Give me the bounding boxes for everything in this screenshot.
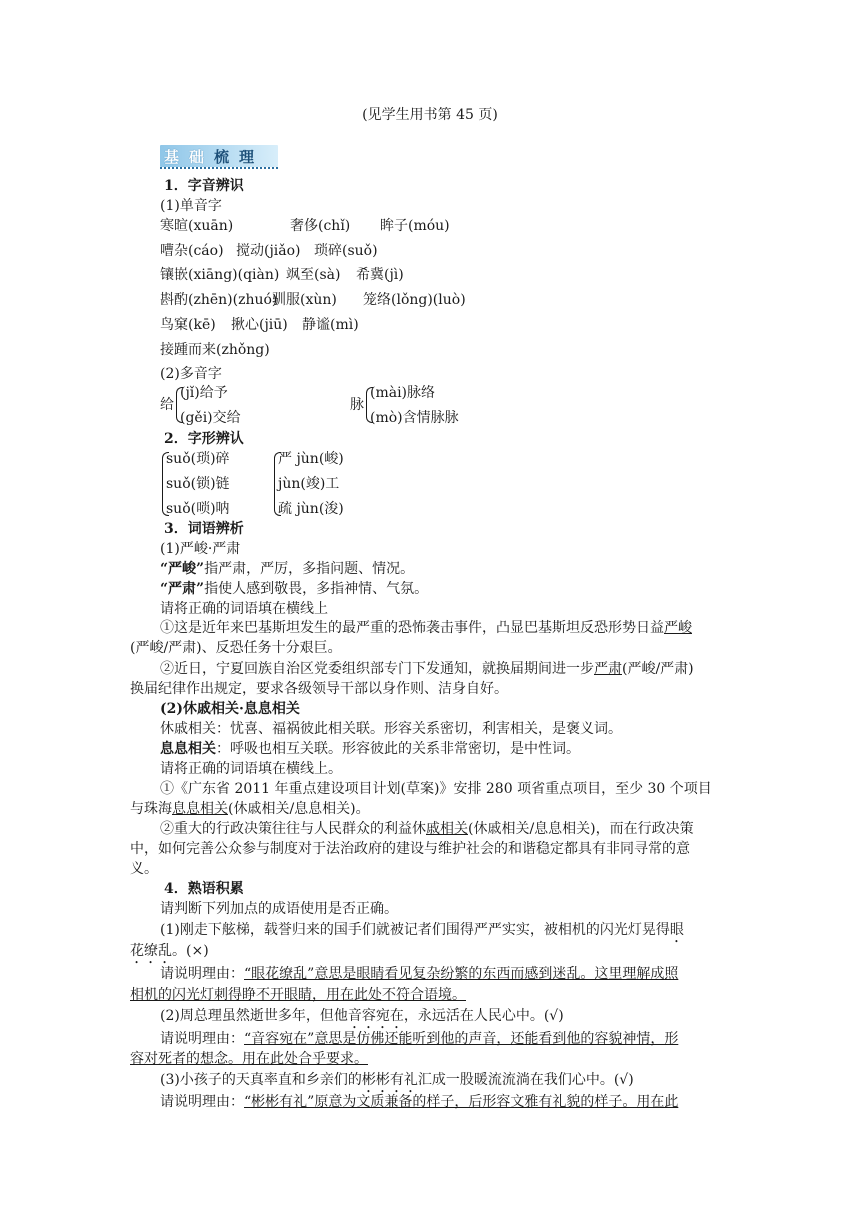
- explanation-text: “眼花缭乱”意思是眼睛看见复杂纷繁的东西而感到迷乱。这里理解成照: [244, 966, 679, 982]
- word-item: 镶嵌(xiāng)(qiàn): [160, 267, 280, 283]
- subsection-heading: (1)单音字: [160, 198, 222, 214]
- answer-blank: 严峻: [664, 620, 692, 636]
- exercise-text: ②近日，宁夏回族自治区党委组织部专门下发通知，就换届期间进一步: [160, 661, 594, 677]
- banner-char: 理: [239, 148, 265, 166]
- exercise-text: (3)小孩子的天真率直和乡亲们的: [160, 1072, 362, 1088]
- exercise-text: (严峻/严肃): [622, 661, 694, 677]
- banner-char: 梳: [214, 148, 240, 166]
- word-item: 接踵而来(zhǒng): [160, 342, 270, 358]
- section-2-title: 2．字形辨认: [164, 431, 244, 447]
- term: “严肃”: [160, 581, 205, 597]
- verdict: 。(×): [172, 943, 209, 959]
- glyph-item: suǒ(唢)呐: [166, 501, 230, 517]
- term: 休戚相关: [160, 721, 216, 737]
- exercise-line: 换届纪律作出规定，要求各级领导干部以身作则、洁身自好。: [130, 681, 508, 697]
- dotted-idiom: 彬彬有礼: [361, 1072, 418, 1088]
- answer-blank: 严肃: [594, 661, 622, 677]
- polyphone-reading: (jǐ)给予: [180, 385, 228, 401]
- word-item: 奢侈(chǐ): [290, 218, 351, 234]
- exercise-text: ①这是近年来巴基斯坦发生的最严重的恐怖袭击事件，凸显巴基斯坦反恐形势日益: [160, 620, 664, 636]
- exercise-text: 与珠海: [130, 801, 172, 817]
- word-item: 搅动(jiǎo): [236, 243, 301, 259]
- polyphone-char: 脉: [350, 397, 364, 413]
- banner-title: [164, 146, 264, 167]
- explanation-line: [160, 1030, 678, 1048]
- banner-char: 础: [189, 148, 215, 166]
- dotted-idiom: 花缭乱: [130, 943, 172, 959]
- subsection-heading: (2)休戚相关·息息相关: [160, 701, 300, 717]
- glyph-item: 疏 jùn(浚): [278, 501, 344, 517]
- explanation-text: “音容宛在”意思是仿佛还能听到他的声音，还能看到他的容貌神情，形: [244, 1031, 679, 1047]
- glyph-item: suǒ(琐)碎: [166, 451, 230, 467]
- dotted-idiom: 音容宛在: [347, 1008, 404, 1024]
- exercise-text: (休戚相关/息息相关)。: [228, 801, 370, 817]
- term: 息息相关: [160, 741, 216, 757]
- polyphone-reading: (gěi)交给: [180, 410, 241, 426]
- polyphone-reading: (mò)含情脉脉: [370, 410, 459, 426]
- word-item: 揪心(jiū): [231, 317, 288, 333]
- word-item: 静谧(mì): [302, 317, 359, 333]
- exercise-line: [160, 660, 694, 678]
- section-1-title: 1．字音辨识: [164, 178, 244, 194]
- explanation-text: “彬彬有礼”原意为文质兼备的样子，后形容文雅有礼貌的样子。用在此: [244, 1094, 679, 1110]
- verdict: 汇成一股暖流流淌在我们心中。(√): [417, 1072, 634, 1088]
- glyph-item: suǒ(锁)链: [166, 476, 230, 492]
- exercise-line: [160, 820, 694, 838]
- instruction: 请判断下列加点的成语使用是否正确。: [160, 901, 398, 917]
- explanation-label: 请说明理由：: [160, 1031, 244, 1047]
- exercise-text: (休戚相关/息息相关)，而在行政决策: [468, 821, 694, 837]
- definition-text: 指使人感到敬畏，多指神情、气氛。: [204, 581, 429, 597]
- exercise-line: 中，如何完善公众参与制度对于法治政府的建设与维护社会的和谐稳定都具有非同寻常的意: [130, 841, 690, 857]
- section-banner: [160, 145, 278, 169]
- word-item: 驯服(xùn): [272, 292, 337, 308]
- exercise-text: (1)刚走下舷梯，载誉归来的国手们就被记者们围得严严实实，被相机的闪光灯晃得: [160, 922, 670, 938]
- exercise-line: [160, 921, 684, 946]
- subsection-heading: (1)严峻·严肃: [160, 541, 241, 557]
- word-item: 飒至(sà): [286, 267, 341, 283]
- banner-char: 基: [164, 148, 190, 166]
- definition-text: 指严肃，严厉，多指问题、情况。: [204, 561, 415, 577]
- word-item: 嘈杂(cáo): [160, 243, 224, 259]
- definition-text: ：呼吸也相互关联。形容彼此的关系非常密切，是中性词。: [216, 741, 580, 757]
- dotted-idiom: 眼: [669, 922, 684, 938]
- word-item: 斟酌(zhēn)(zhuó): [160, 292, 278, 308]
- exercise-line: [160, 1007, 564, 1032]
- section-3-title: 3．词语辨析: [164, 521, 244, 537]
- answer-blank: 息息相关: [172, 801, 228, 817]
- subsection-heading: (2)多音字: [160, 366, 222, 382]
- exercise-line: 义。: [130, 861, 158, 877]
- word-item: 眸子(móu): [380, 218, 450, 234]
- verdict: ，永远活在人民心中。(√): [403, 1008, 564, 1024]
- explanation-line: 容对死者的想念。用在此处合乎要求。: [130, 1051, 368, 1067]
- explanation-label: 请说明理由：: [160, 1094, 244, 1110]
- definition: [160, 560, 414, 578]
- definition: [160, 740, 580, 758]
- exercise-text: (2)周总理虽然逝世多年，但他: [160, 1008, 348, 1024]
- polyphone-reading: (mài)脉络: [370, 385, 436, 401]
- page-reference: (见学生用书第 45 页): [362, 107, 498, 123]
- instruction: 请将正确的词语填在横线上: [160, 601, 328, 617]
- explanation-label: 请说明理由：: [160, 966, 244, 982]
- definition: [160, 720, 622, 738]
- word-item: 寒暄(xuān): [160, 218, 234, 234]
- exercise-text: ②重大的行政决策往往与人民群众的利益休: [160, 821, 426, 837]
- exercise-line: (严峻/严肃)、反恐任务十分艰巨。: [130, 640, 342, 656]
- word-item: 笼络(lǒng)(luò): [363, 292, 466, 308]
- exercise-line: [130, 942, 209, 967]
- explanation-line: 相机的闪光灯刺得睁不开眼睛，用在此处不符合语境。: [130, 987, 466, 1003]
- instruction: 请将正确的词语填在横线上。: [160, 761, 342, 777]
- glyph-item: 严 jùn(峻): [278, 451, 344, 467]
- word-item: 希冀(jì): [356, 267, 404, 283]
- section-4-title: 4．熟语积累: [164, 881, 244, 897]
- word-item: 鸟窠(kē): [160, 317, 216, 333]
- polyphone-char: 给: [160, 397, 174, 413]
- exercise-line: ①《广东省 2011 年重点建设项目计划(草案)》安排 280 项省重点项目，至少 30 个项目: [160, 781, 712, 797]
- explanation-line: [160, 1093, 678, 1111]
- definition: [160, 580, 428, 598]
- explanation-line: [160, 965, 678, 983]
- term: “严峻”: [160, 561, 205, 577]
- word-item: 琐碎(suǒ): [314, 243, 378, 259]
- exercise-line: [160, 619, 692, 637]
- glyph-item: jùn(竣)工: [278, 476, 340, 492]
- answer-blank: 戚相关: [426, 821, 468, 837]
- definition-text: ：忧喜、福祸彼此相关联。形容关系密切，利害相关，是褒义词。: [216, 721, 622, 737]
- exercise-line: [130, 800, 370, 818]
